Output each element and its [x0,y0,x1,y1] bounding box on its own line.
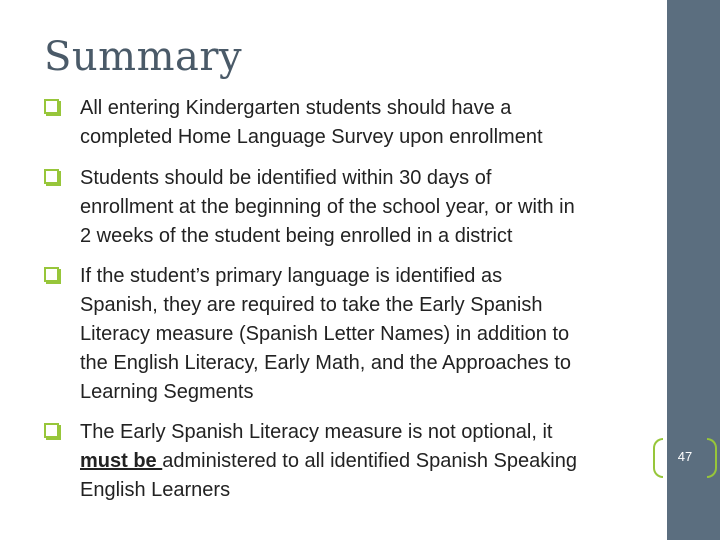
bullet-line: English Learners [80,479,231,501]
bullet-line: the English Literacy, Early Math, and the Approaches to [80,352,572,374]
bullet-line: If the student’s primary language is identified as [80,265,503,287]
bullet-item [44,418,644,505]
bullet-line: The Early Spanish Literacy measure is not optional, it [80,421,553,443]
checkbox-square-icon [44,423,59,438]
page-number-badge [651,438,719,480]
bullet-line: completed Home Language Survey upon enrollment [80,126,543,148]
page-number: 47 [677,449,693,464]
bullet-line: Literacy measure (Spanish Letter Names) in addition to [80,323,570,345]
bullet-line: administered to all identified Spanish Speaking [162,450,577,472]
bullet-line: Spanish, they are required to take the Early Spanish [80,294,543,316]
bullet-line: enrollment at the beginning of the school year, or with in [80,196,575,218]
emphasis-text: must be [80,450,163,472]
bullet-line: Learning Segments [80,381,254,403]
checkbox-square-icon [44,99,59,114]
slide-title: Summary [44,34,243,80]
bullet-line: Students should be identified within 30 days of [80,167,492,189]
bullet-line: All entering Kindergarten students should have a [80,97,512,119]
bullet-line: 2 weeks of the student being enrolled in a district [80,225,513,247]
checkbox-square-icon [44,267,59,282]
bullet-item [44,94,644,152]
bullet-item [44,164,644,251]
checkbox-square-icon [44,169,59,184]
bullet-item [44,262,644,407]
